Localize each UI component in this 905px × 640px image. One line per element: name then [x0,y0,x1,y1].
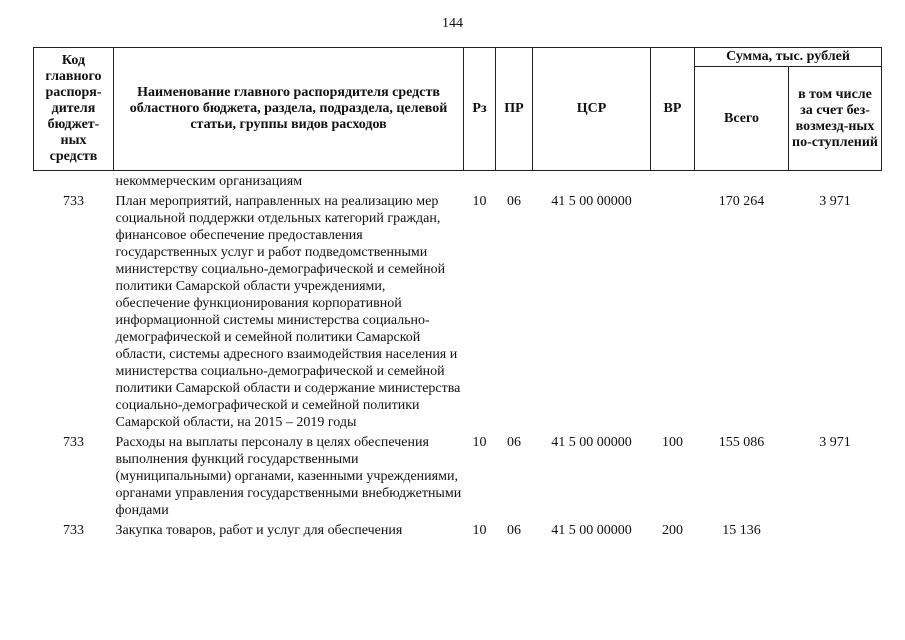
table-row-continuation [34,171,882,192]
table-row [34,191,882,432]
header-vr: ВР [651,48,695,171]
row-csr: 41 5 00 00000 [551,523,632,538]
row-free [789,520,882,540]
row-pr: 06 [507,194,521,209]
row-free: 3 971 [819,194,851,209]
row-rz: 10 [472,435,487,450]
row-total: 155 086 [718,435,765,450]
row-csr: 41 5 00 00000 [551,435,632,450]
row-total: 170 264 [718,194,765,209]
row-vr [651,191,695,432]
header-pr: ПР [496,48,533,171]
row-code: 733 [63,194,84,209]
header-code: Код главного распоря-дителя бюджет-ных средств [34,48,114,171]
header-rz: Рз [464,48,496,171]
row-free: 3 971 [819,435,851,450]
row-pr: 06 [507,435,521,450]
header-name: Наименование главного распорядителя средств областного бюджета, раздела, подраздела, целевой статьи, группы видов расходов [114,48,464,171]
table-header [34,48,882,171]
table-body [34,171,882,541]
row-name: Расходы на выплаты персоналу в целях обеспечения выполнения функций государственными (муниципальными) органами, казенными учреждениями, органами управления государственными внебюджетными фондами [115,435,462,518]
continuation-text: некоммерческим организациям [115,174,303,189]
budget-table [33,47,882,540]
header-csr: ЦСР [533,48,651,171]
row-rz: 10 [472,194,487,209]
row-pr: 06 [507,523,521,538]
row-vr: 100 [662,435,683,450]
row-rz: 10 [472,523,487,538]
row-name: План мероприятий, направленных на реализацию мер социальной поддержки отдельных категорий граждан, финансовое обеспечение предоставления государственных услуг и работ подведомственными министерству социально-демографической и семейной политики Самарской области учреждениями, обеспечение функционирования корпоративной информационной системы министерства социально-демографической и семейной политики Самарской области, системы адресного взаимодействия населения и министерства социально-демографической и семейной политики Самарской области и содержание министерства социально-демографической и семейной политики Самарской области, на 2015 – 2019 годы [115,194,461,430]
row-total: 15 136 [722,523,761,538]
row-code: 733 [63,523,84,538]
row-vr: 200 [662,523,683,538]
table-row [34,432,882,520]
page-number: 144 [442,16,463,31]
row-code: 733 [63,435,84,450]
header-total: Всего [695,67,789,171]
header-sum: Сумма, тыс. рублей [695,48,882,67]
row-csr: 41 5 00 00000 [551,194,632,209]
table-row [34,520,882,540]
row-name: Закупка товаров, работ и услуг для обеспечения [115,523,403,538]
header-free: в том числе за счет без-возмезд-ных по-ступлений [789,67,882,171]
